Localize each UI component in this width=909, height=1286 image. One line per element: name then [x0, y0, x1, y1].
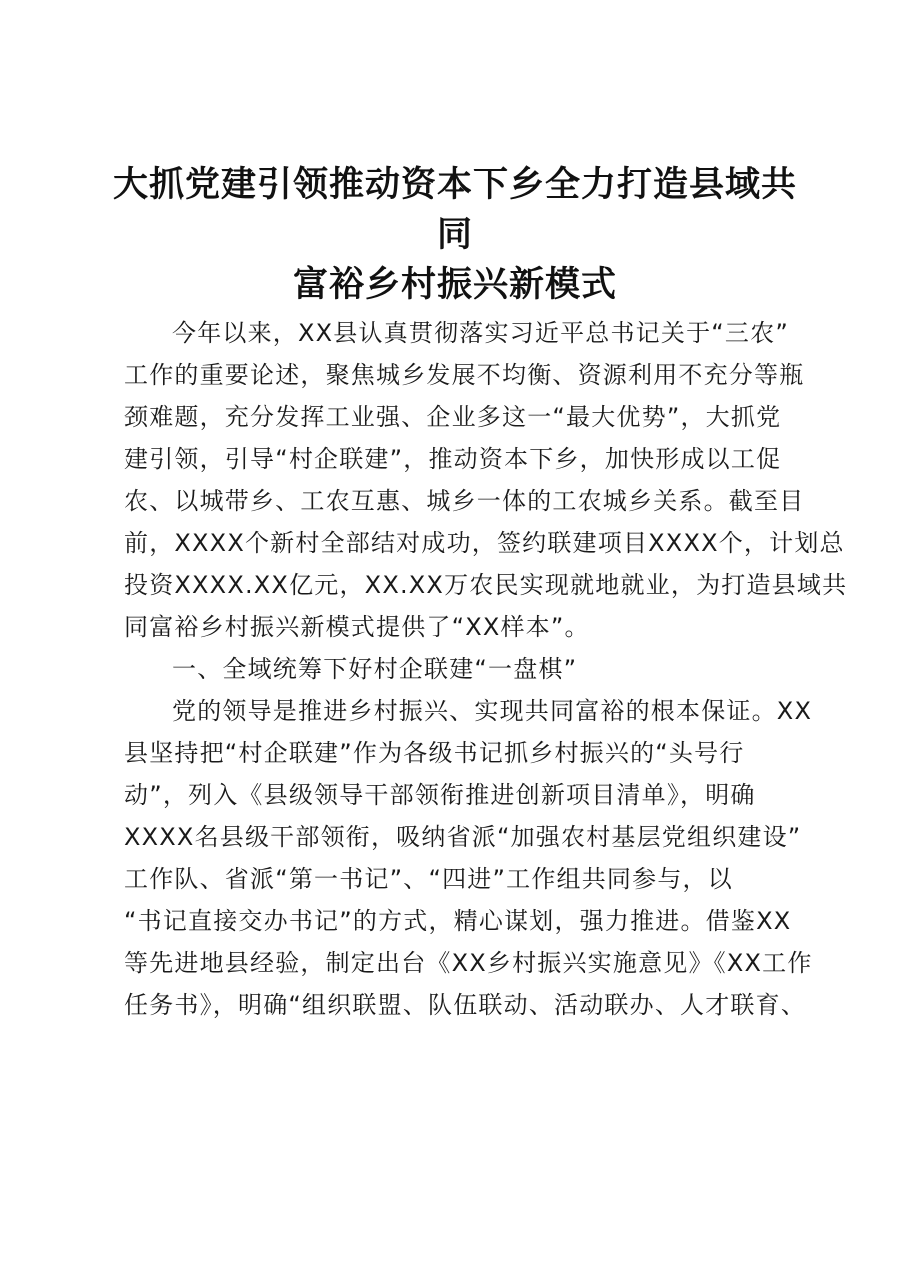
paragraph-line: 党的领导是推进乡村振兴、实现共同富裕的根本保证。XX	[172, 697, 813, 725]
document-title	[110, 160, 800, 310]
paragraph-line: 动”，列入《县级领导干部领衔推进创新项目清单》，明确	[124, 781, 756, 809]
paragraph-line: 县坚持把“村企联建”作为各级书记抓乡村振兴的“头号行	[124, 739, 745, 767]
paragraph-line: 投资XXXX.XX亿元，XX.XX万农民实现就地就业，为打造县域共	[124, 571, 848, 599]
paragraph-intro	[124, 312, 848, 648]
paragraph-line: 工作队、省派“第一书记”、“四进”工作组共同参与，以	[124, 865, 733, 893]
paragraph-line: 任务书》，明确“组织联盟、队伍联动、活动联办、人才联育、	[124, 991, 807, 1019]
document-body	[124, 312, 848, 1026]
title-line-2: 富裕乡村振兴新模式	[292, 264, 617, 305]
paragraph-line: 等先进地县经验，制定出台《XX乡村振兴实施意见》《XX工作	[124, 949, 813, 977]
paragraph-line: 同富裕乡村振兴新模式提供了“XX样本”。	[124, 613, 590, 641]
paragraph-section-1	[124, 690, 814, 1026]
paragraph-line: 颈难题，充分发挥工业强、企业多这一“最大优势”，大抓党	[124, 403, 782, 431]
title-line-1: 大抓党建引领推动资本下乡全力打造县域共同	[112, 164, 797, 255]
paragraph-line: 今年以来，XX县认真贯彻落实习近平总书记关于“三农”	[172, 319, 789, 347]
paragraph-line: XXXX名县级干部领衔，吸纳省派“加强农村基层党组织建设”	[124, 823, 802, 851]
paragraph-line: 工作的重要论述，聚焦城乡发展不均衡、资源利用不充分等瓶	[124, 361, 805, 389]
paragraph-line: 建引领，引导“村企联建”，推动资本下乡，加快形成以工促	[124, 445, 782, 473]
paragraph-line: 前，XXXX个新村全部结对成功，签约联建项目XXXX个，计划总	[124, 529, 845, 557]
paragraph-line: 农、以城带乡、工农互惠、城乡一体的工农城乡关系。截至目	[124, 487, 805, 515]
paragraph-line: “书记直接交办书记”的方式，精心谋划，强力推进。借鉴XX	[124, 907, 792, 935]
section-heading: 一、全域统筹下好村企联建“一盘棋”	[172, 655, 578, 683]
